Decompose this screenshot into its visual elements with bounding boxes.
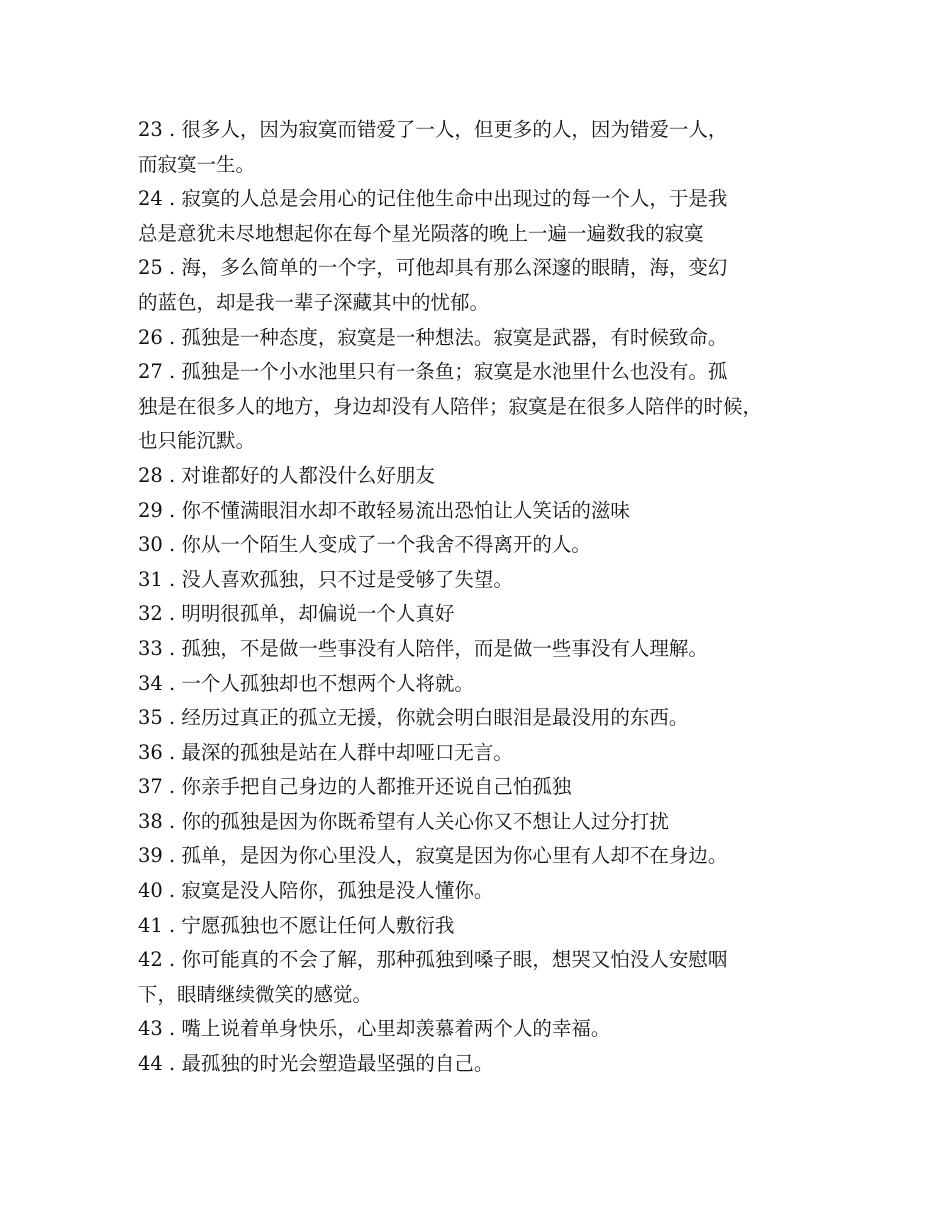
list-item	[138, 667, 838, 702]
list-item	[138, 805, 838, 840]
list-item	[138, 770, 838, 805]
list-item	[138, 182, 838, 251]
list-item	[138, 597, 838, 632]
text-line: 32 . 明明很孤单，却偏说一个人真好	[138, 602, 455, 626]
text-line: 34 . 一个人孤独却也不想两个人将就。	[138, 671, 474, 695]
text-line: 24 . 寂寞的人总是会用心的记住他生命中出现过的每一个人，于是我	[138, 187, 728, 211]
text-line: 29 . 你不懂满眼泪水却不敢轻易流出恐怕让人笑话的滋味	[138, 498, 630, 522]
text-line: 28 . 对谁都好的人都没什么好朋友	[138, 463, 435, 487]
document-body	[138, 113, 838, 1082]
list-item	[138, 1047, 838, 1082]
list-item	[138, 839, 838, 874]
text-line: 23 . 很多人，因为寂寞而错爱了一人，但更多的人，因为错爱一人，	[138, 118, 728, 141]
list-item	[138, 251, 838, 320]
list-item	[138, 874, 838, 909]
text-line: 42 . 你可能真的不会了解，那种孤独到嗓子眼，想哭又怕没人安慰咽	[138, 948, 728, 972]
text-line: 的蓝色，却是我一辈子深藏其中的忧郁。	[138, 290, 490, 314]
text-line: 35 . 经历过真正的孤立无援，你就会明白眼泪是最没用的东西。	[138, 706, 689, 730]
text-line: 30 . 你从一个陌生人变成了一个我舍不得离开的人。	[138, 533, 591, 557]
text-line: 44 . 最孤独的时光会塑造最坚强的自己。	[138, 1052, 494, 1076]
text-line: 33 . 孤独，不是做一些事没有人陪伴，而是做一些事没有人理解。	[138, 636, 708, 660]
text-line: 39 . 孤单，是因为你心里没人，寂寞是因为你心里有人却不在身边。	[138, 844, 728, 868]
text-line: 36 . 最深的孤独是站在人群中却哑口无言。	[138, 740, 513, 764]
text-line: 25 . 海，多么简单的一个字，可他却具有那么深邃的眼睛，海，变幻	[138, 256, 728, 280]
text-line: 40 . 寂寞是没人陪你，孤独是没人懂你。	[138, 879, 494, 903]
list-item	[138, 459, 838, 494]
text-line: 而寂寞一生。	[138, 152, 256, 176]
text-line: 43 . 嘴上说着单身快乐，心里却羡慕着两个人的幸福。	[138, 1017, 611, 1041]
text-line: 41 . 宁愿孤独也不愿让任何人敷衍我	[138, 913, 455, 937]
text-line: 独是在很多人的地方，身边却没有人陪伴；寂寞是在很多人陪伴的时候，	[138, 394, 763, 418]
list-item	[138, 113, 838, 182]
list-item	[138, 736, 838, 771]
text-line: 也只能沉默。	[138, 429, 256, 453]
list-item	[138, 528, 838, 563]
text-line: 37 . 你亲手把自己身边的人都推开还说自己怕孤独	[138, 775, 572, 799]
list-item	[138, 563, 838, 598]
text-line: 26 . 孤独是一种态度，寂寞是一种想法。寂寞是武器，有时候致命。	[138, 325, 728, 349]
list-item	[138, 943, 838, 1012]
list-item	[138, 909, 838, 944]
list-item	[138, 701, 838, 736]
list-item	[138, 321, 838, 356]
text-line: 31 . 没人喜欢孤独，只不过是受够了失望。	[138, 567, 513, 591]
text-line: 38 . 你的孤独是因为你既希望有人关心你又不想让人过分打扰	[138, 809, 669, 833]
list-item	[138, 1012, 838, 1047]
list-item	[138, 355, 838, 459]
list-item	[138, 494, 838, 529]
text-line: 27 . 孤独是一个小水池里只有一条鱼；寂寞是水池里什么也没有。孤	[138, 360, 728, 384]
text-line: 总是意犹未尽地想起你在每个星光陨落的晚上一遍一遍数我的寂寞	[138, 221, 704, 245]
list-item	[138, 632, 838, 667]
text-line: 下，眼睛继续微笑的感觉。	[138, 982, 373, 1006]
